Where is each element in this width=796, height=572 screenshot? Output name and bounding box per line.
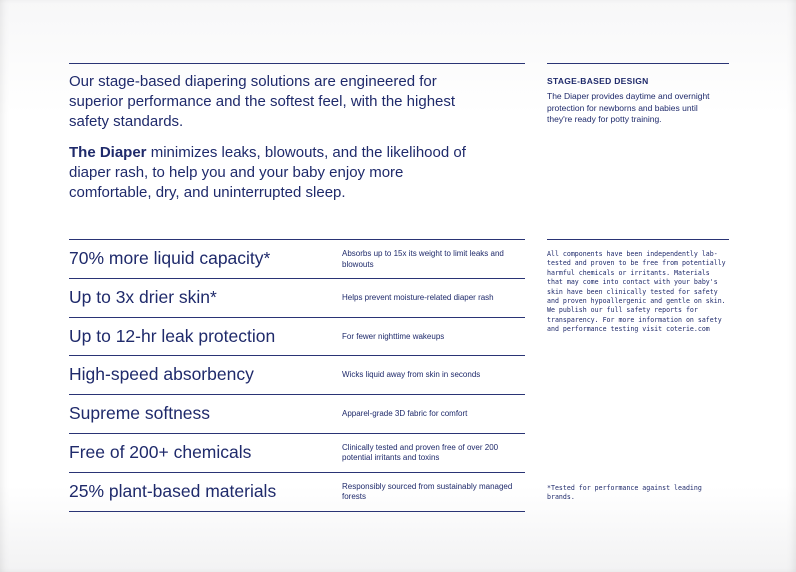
- feature-row: [69, 279, 525, 318]
- feature-description: Wicks liquid away from skin in seconds: [342, 370, 481, 380]
- feature-title: Free of 200+ chemicals: [69, 441, 252, 462]
- safety-top-divider: [547, 239, 729, 240]
- side-description: The Diaper provides daytime and overnight protection for newborns and babies until they're ready for potty training.: [547, 91, 710, 124]
- feature-title: Up to 3x drier skin*: [69, 286, 217, 307]
- feature-row: [69, 395, 525, 434]
- feature-description: For fewer nighttime wakeups: [342, 331, 445, 341]
- feature-row: [69, 434, 525, 473]
- intro-paragraph-2: [69, 143, 489, 203]
- feature-description: Responsibly sourced from sustainably managed forests: [342, 481, 513, 502]
- feature-title: 25% plant-based materials: [69, 480, 277, 501]
- feature-description: Clinically tested and proven free of over 200 potential irritants and toxins: [342, 442, 499, 463]
- intro-paragraph-2-body: minimizes leaks, blowouts, and the likelihood of diaper rash, to help you and your baby enjoy more comfortable, dry, and uninterrupted sleep.: [69, 144, 466, 201]
- feature-row: [69, 473, 525, 512]
- feature-title: Supreme softness: [69, 403, 211, 424]
- feature-row: [69, 356, 525, 395]
- intro-text: [69, 72, 489, 214]
- feature-title: 70% more liquid capacity*: [69, 248, 271, 268]
- safety-statement: All components have been independently lab-tested and proven to be free from potentially harmful chemicals or irritants. Materials that may come into contact with your baby's skin have been clinically tested for safety and proven hypoallergenic and gentle on skin. We publish our full safety reports for transparency. For more information on safety and performance testing visit coterie.com: [547, 250, 726, 334]
- feature-description: Absorbs up to 15x its weight to limit leaks and blowouts: [342, 249, 504, 269]
- side-heading: STAGE-BASED DESIGN: [547, 76, 649, 86]
- top-divider-left: [69, 63, 525, 64]
- feature-row: [69, 318, 525, 357]
- feature-list: [69, 240, 525, 512]
- feature-description: Helps prevent moisture-related diaper rash: [342, 292, 494, 302]
- top-divider-right: [547, 63, 729, 64]
- intro-paragraph-1: Our stage-based diapering solutions are engineered for superior performance and the softest feel, with the highest safety standards.: [69, 73, 456, 130]
- footnote: *Tested for performance against leading brands.: [547, 484, 702, 502]
- feature-row: [69, 240, 525, 279]
- feature-title: High-speed absorbency: [69, 364, 254, 385]
- product-name: The Diaper: [69, 144, 147, 161]
- feature-title: Up to 12-hr leak protection: [69, 325, 276, 346]
- feature-description: Apparel-grade 3D fabric for comfort: [342, 409, 468, 419]
